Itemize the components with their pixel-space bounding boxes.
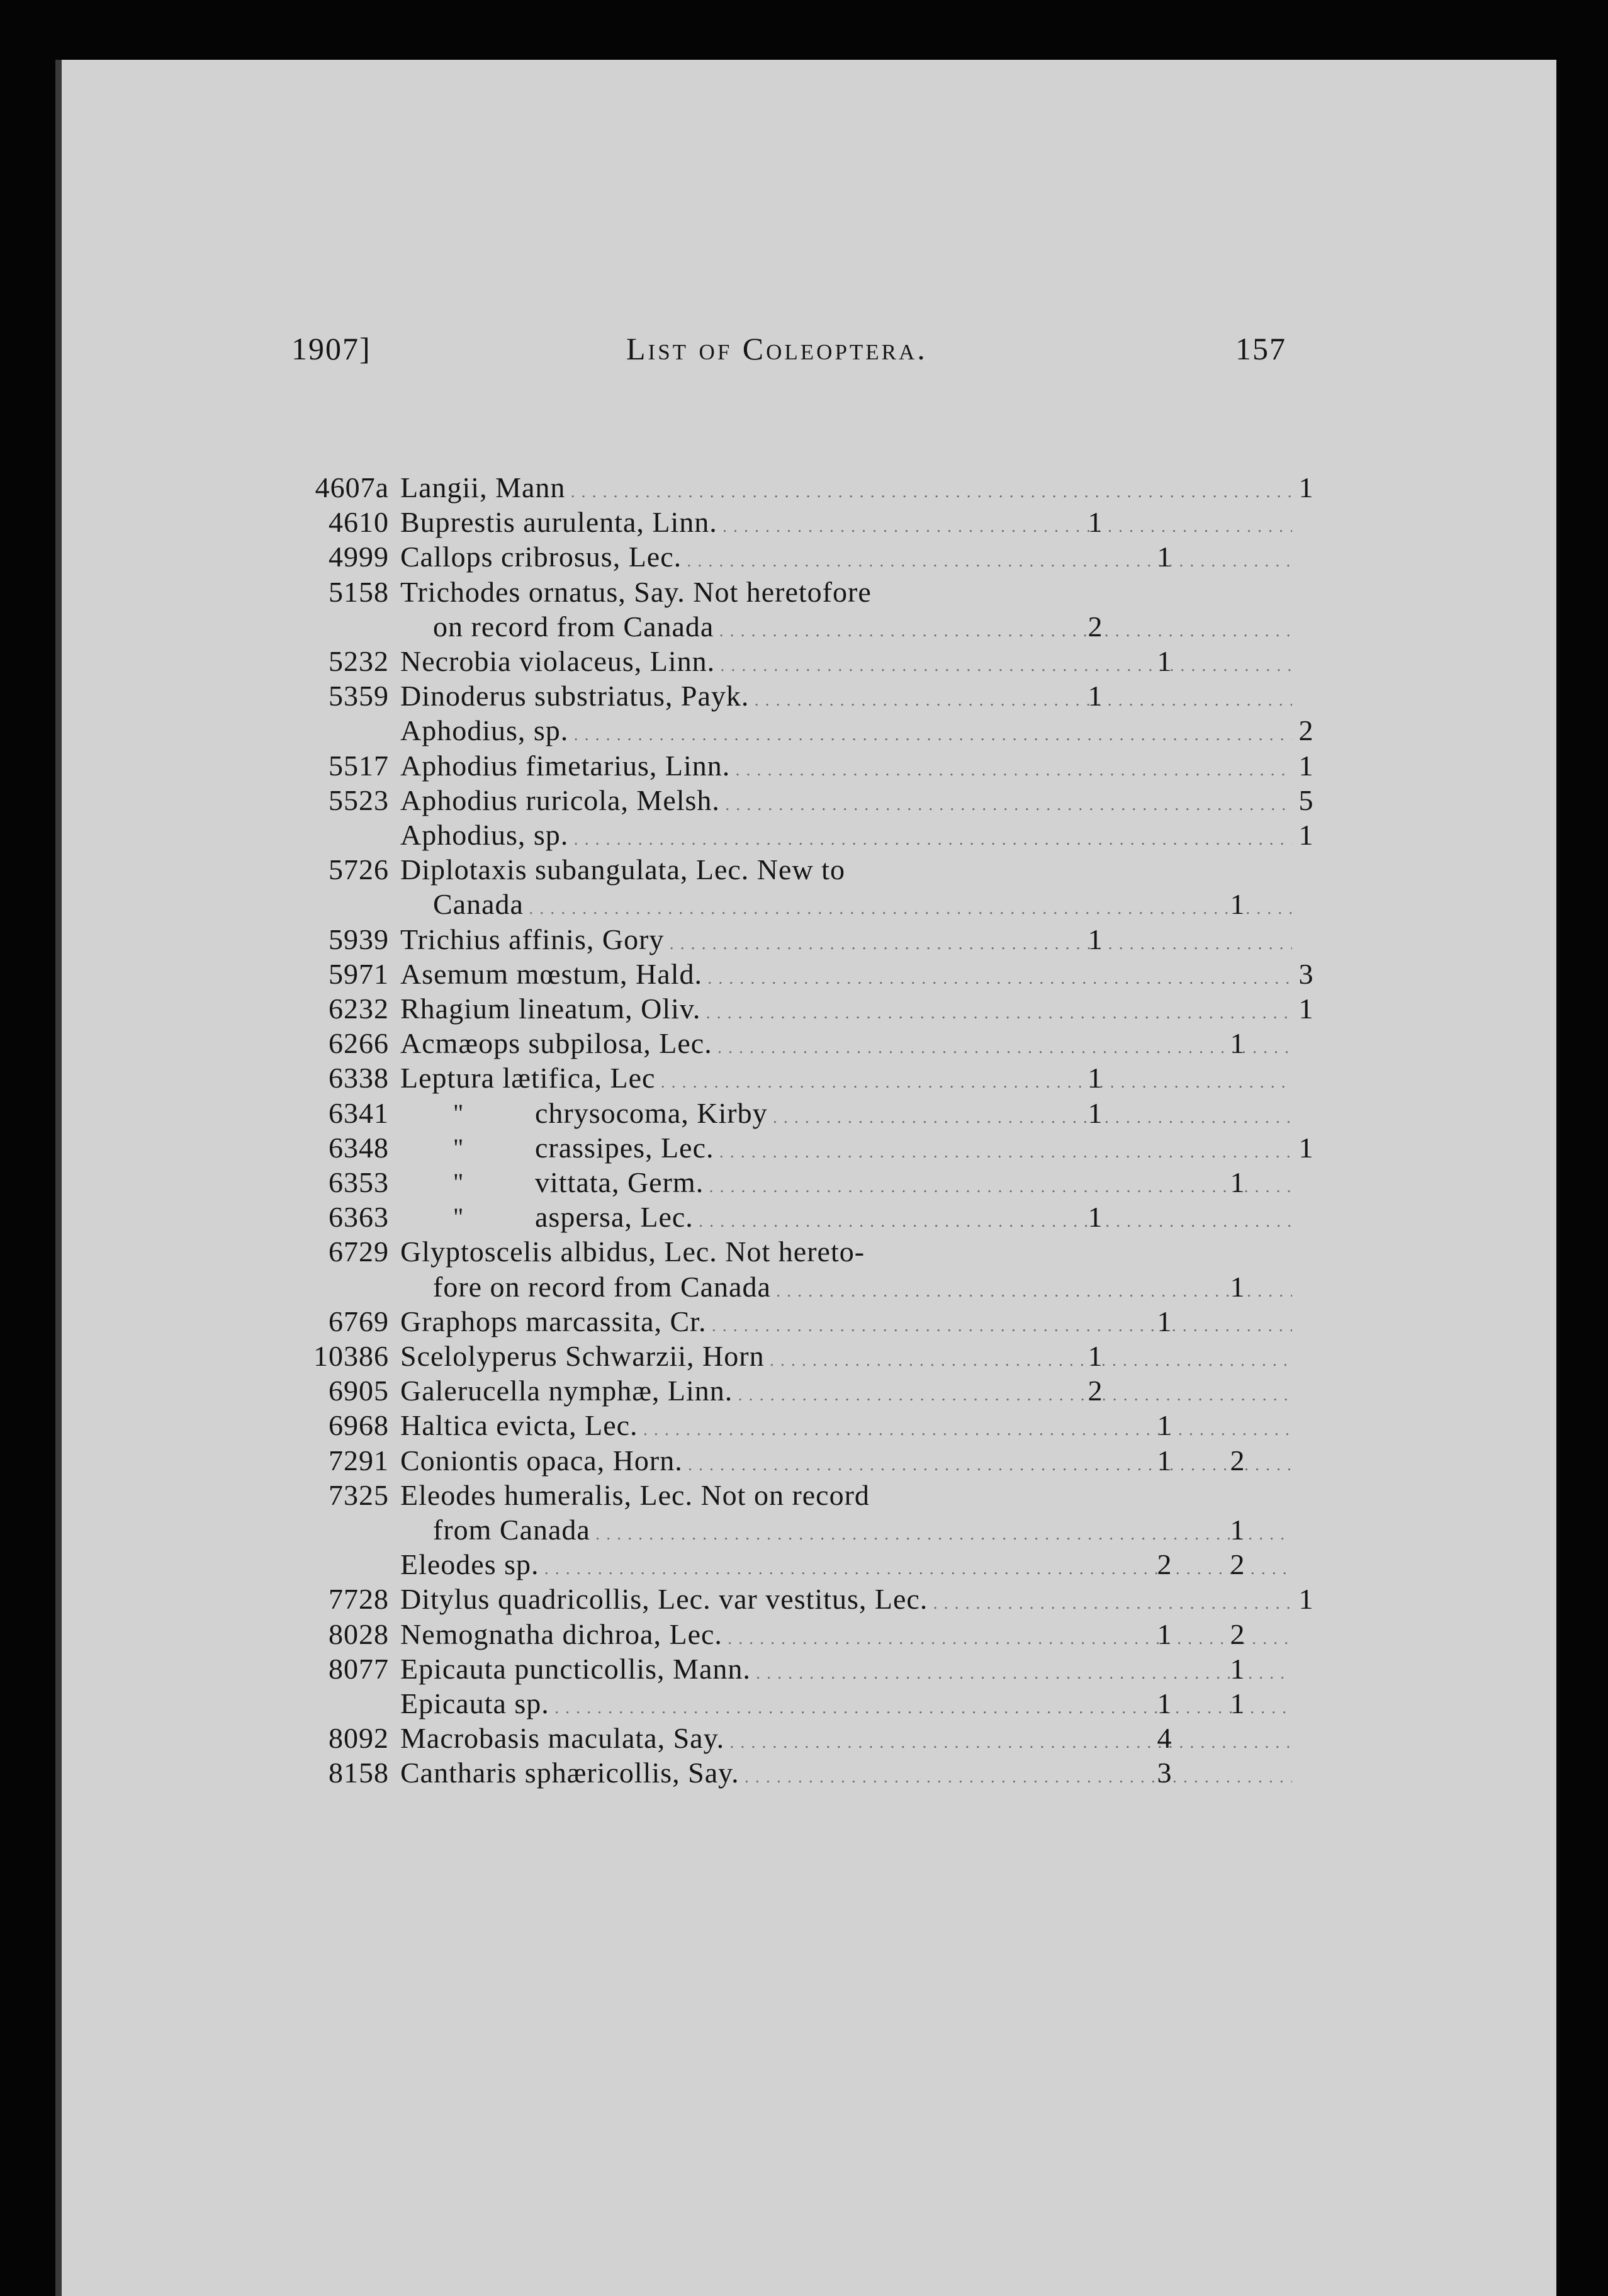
ditto-mark: " [453,1168,464,1196]
list-item [62,1026,1563,1061]
count-c4: 1 [1298,750,1313,782]
species-name: Cantharis sphæricollis, Say. . . . [400,1755,1292,1795]
catalogue-number: 8158 [329,1757,389,1789]
list-item [62,609,1563,644]
list-item [62,1582,1563,1617]
species-name: Leptura lætifica, Lec . . . [400,1061,1292,1100]
page-number: 157 [1235,331,1286,366]
catalogue-number: 5359 [329,680,389,712]
species-name: Aphodius, sp. . . . [400,713,1292,753]
list-item [62,852,1563,887]
species-name: Trichodes ornatus, Say. Not heretofore [400,576,872,608]
catalogue-number: 8028 [329,1618,389,1650]
count-c4: 1 [1298,993,1313,1025]
count-c3: 2 [1230,1548,1245,1580]
catalogue-number: 6353 [329,1166,389,1198]
list-item [62,1686,1563,1721]
count-c3: 2 [1230,1618,1245,1650]
count-c1: 1 [1088,680,1103,712]
species-name: Epicauta sp. . . . [400,1686,1292,1726]
species-name: Canada . . . [433,887,1292,926]
ditto-mark: " [453,1134,464,1162]
species-name: vittata, Germ. . . . [535,1165,1292,1205]
species-name: Eleodes sp. . . . [400,1547,1292,1587]
catalogue-number: 6232 [329,993,389,1025]
species-name: on record from Canada . . . [433,609,1292,649]
list-item [62,1165,1563,1200]
list-item [62,678,1563,714]
count-c3: 1 [1230,1687,1245,1719]
count-c3: 1 [1230,888,1245,920]
list-item [62,1512,1563,1548]
list-item [62,644,1563,679]
count-c1: 1 [1088,506,1103,538]
running-header [62,330,1556,381]
list-item [62,818,1563,853]
list-item [62,1408,1563,1443]
catalogue-number: 5158 [329,576,389,608]
list-item [62,505,1563,540]
count-c4: 2 [1298,714,1313,746]
count-c2: 1 [1157,541,1172,573]
list-item [62,1200,1563,1235]
species-name: Nemognatha dichroa, Lec. . . . [400,1617,1292,1657]
count-c4: 1 [1298,471,1313,504]
catalogue-number: 5517 [329,750,389,782]
count-c2: 4 [1157,1722,1172,1754]
list-item [62,575,1563,610]
species-name: Diplotaxis subangulata, Lec. New to [400,853,845,886]
ditto-mark: " [453,1203,464,1231]
list-item [62,1617,1563,1652]
catalogue-number: 4607a [315,471,389,504]
count-c2: 1 [1157,1409,1172,1441]
species-name: Aphodius fimetarius, Linn. . . . [400,748,1292,788]
species-name: Trichius affinis, Gory . . . [400,922,1292,962]
catalogue-number: 5726 [329,853,389,886]
catalogue-number: 5939 [329,923,389,955]
count-c1: 1 [1088,923,1103,955]
list-item [62,1234,1563,1269]
list-item [62,1339,1563,1374]
count-c2: 1 [1157,1618,1172,1650]
list-item [62,539,1563,575]
list-item [62,1721,1563,1756]
count-c1: 2 [1088,611,1103,643]
species-name: Macrobasis maculata, Say. . . . [400,1721,1292,1760]
count-c3: 1 [1230,1514,1245,1546]
species-name: Dinoderus substriatus, Payk. . . . [400,678,1292,718]
list-item [62,1373,1563,1409]
species-name: from Canada . . . [433,1512,1292,1552]
list-item [62,1096,1563,1131]
list-item [62,1478,1563,1513]
count-c3: 1 [1230,1027,1245,1059]
species-name: Rhagium lineatum, Oliv. . . . [400,991,1292,1031]
count-c1: 1 [1088,1201,1103,1233]
count-c2: 2 [1157,1548,1172,1580]
catalogue-number: 6266 [329,1027,389,1059]
catalogue-number: 7291 [329,1444,389,1477]
catalogue-number: 6363 [329,1201,389,1233]
count-c3: 2 [1230,1444,1245,1477]
count-c4: 1 [1298,819,1313,851]
catalogue-number: 10386 [313,1340,389,1372]
count-c1: 1 [1088,1097,1103,1129]
species-name: crassipes, Lec. . . . [535,1130,1292,1170]
count-c4: 3 [1298,958,1313,990]
count-c2: 3 [1157,1757,1172,1789]
list-item [62,922,1563,957]
species-name: Graphops marcassita, Cr. . . . [400,1304,1292,1344]
list-item [62,1304,1563,1339]
count-c2: 1 [1157,645,1172,677]
catalogue-number: 8077 [329,1653,389,1685]
species-name: Scelolyperus Schwarzii, Horn . . . [400,1339,1292,1378]
list-item [62,748,1563,784]
catalogue-number: 4999 [329,541,389,573]
list-item [62,1652,1563,1687]
species-name: Acmæops subpilosa, Lec. . . . [400,1026,1292,1066]
list-item [62,1755,1563,1791]
count-c4: 5 [1298,784,1313,816]
species-name: Coniontis opaca, Horn. . . . [400,1443,1292,1483]
catalogue-number: 5232 [329,645,389,677]
catalogue-number: 8092 [329,1722,389,1754]
catalogue-number: 6341 [329,1097,389,1129]
species-name: Eleodes humeralis, Lec. Not on record [400,1479,870,1511]
list-item [62,1130,1563,1166]
list-item [62,1269,1563,1305]
catalogue-number: 6729 [329,1235,389,1268]
species-name: Langii, Mann . . . [400,470,1292,510]
list-item [62,1547,1563,1582]
count-c2: 1 [1157,1687,1172,1719]
count-c4: 1 [1298,1583,1313,1615]
catalogue-number: 6968 [329,1409,389,1441]
list-item [62,1061,1563,1096]
list-item [62,783,1563,818]
header-year: 1907] [291,331,371,366]
catalogue-number: 6905 [329,1375,389,1407]
count-c1: 1 [1088,1062,1103,1094]
list-item [62,887,1563,922]
species-name: Asemum mœstum, Hald. . . . [400,957,1292,996]
count-c1: 2 [1088,1375,1103,1407]
list-item [62,957,1563,992]
species-name: Callops cribrosus, Lec. . . . [400,539,1292,579]
species-name: Epicauta puncticollis, Mann. . . . [400,1652,1292,1691]
species-name: Buprestis aurulenta, Linn. . . . [400,505,1292,544]
list-item [62,991,1563,1027]
book-page [55,60,1556,2296]
ditto-mark: " [453,1099,464,1127]
catalogue-number: 5971 [329,958,389,990]
catalogue-number: 6338 [329,1062,389,1094]
catalogue-number: 7325 [329,1479,389,1511]
list-item [62,470,1563,505]
species-name: Glyptoscelis albidus, Lec. Not hereto- [400,1235,865,1268]
species-name: Necrobia violaceus, Linn. . . . [400,644,1292,684]
species-name: fore on record from Canada . . . [433,1269,1292,1309]
count-c3: 1 [1230,1653,1245,1685]
catalogue-number: 4610 [329,506,389,538]
catalogue-number: 7728 [329,1583,389,1615]
species-name: Haltica evicta, Lec. . . . [400,1408,1292,1448]
header-title: List of Coleoptera. [626,331,928,366]
catalogue-number: 6348 [329,1132,389,1164]
catalogue-number: 5523 [329,784,389,816]
species-name: Galerucella nymphæ, Linn. . . . [400,1373,1292,1413]
count-c4: 1 [1298,1132,1313,1164]
catalogue-number: 6769 [329,1305,389,1337]
list-item [62,1443,1563,1478]
count-c2: 1 [1157,1444,1172,1477]
list-item [62,713,1563,748]
species-name: aspersa, Lec. . . . [535,1200,1292,1239]
species-name: Ditylus quadricollis, Lec. var vestitus, Lec. . . . [400,1582,1292,1621]
count-c1: 1 [1088,1340,1103,1372]
species-name: chrysocoma, Kirby . . . [535,1096,1292,1135]
species-name: Aphodius ruricola, Melsh. . . . [400,783,1292,823]
species-name: Aphodius, sp. . . . [400,818,1292,857]
count-c3: 1 [1230,1166,1245,1198]
count-c2: 1 [1157,1305,1172,1337]
count-c3: 1 [1230,1271,1245,1303]
